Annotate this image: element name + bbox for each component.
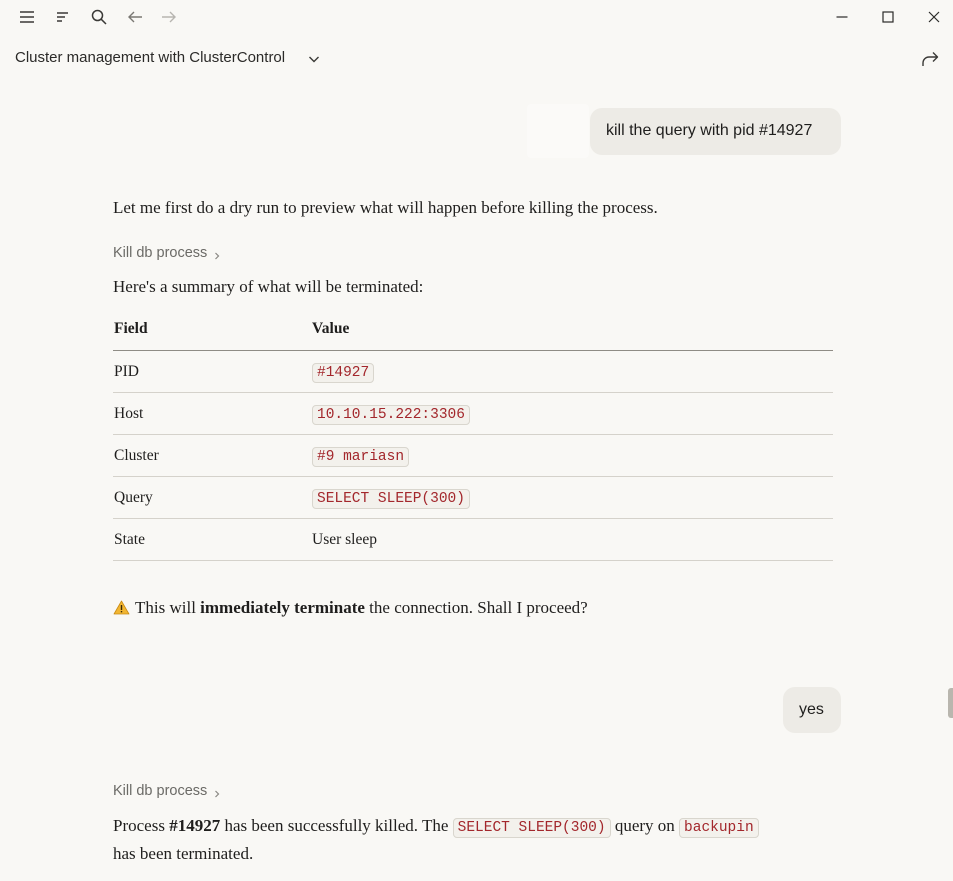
- chevron-right-icon: [212, 249, 222, 259]
- inline-code: #9 mariasn: [312, 447, 409, 467]
- inline-code: SELECT SLEEP(300): [312, 489, 470, 509]
- inline-code: 10.10.15.222:3306: [312, 405, 470, 425]
- warning-text-before: This will: [135, 598, 201, 617]
- warning-message: [113, 595, 588, 622]
- inline-code: SELECT SLEEP(300): [453, 818, 611, 838]
- table-row: [113, 435, 833, 477]
- search-icon[interactable]: [87, 5, 111, 29]
- placeholder-block: [527, 104, 589, 158]
- field-cell: Host: [113, 393, 312, 435]
- result-text: has been successfully killed. The: [220, 816, 453, 835]
- result-text: Process: [113, 816, 170, 835]
- inline-code: #14927: [312, 363, 374, 383]
- summary-intro: Here's a summary of what will be terminated:: [113, 277, 424, 296]
- result-pid: #14927: [169, 816, 221, 835]
- maximize-icon[interactable]: [876, 5, 900, 29]
- title-bar: [0, 0, 953, 34]
- warning-text-bold: immediately terminate: [200, 598, 365, 617]
- tool-call-label: Kill db process: [113, 783, 208, 799]
- conversation-header: [0, 40, 953, 76]
- field-cell: PID: [113, 351, 312, 393]
- result-text: query on: [610, 816, 680, 835]
- tool-call-kill-db-process[interactable]: [113, 783, 222, 799]
- warning-text-after: the connection. Shall I proceed?: [364, 598, 588, 617]
- value-cell: [312, 477, 833, 519]
- list-icon[interactable]: [51, 5, 75, 29]
- table-row: [113, 477, 833, 519]
- arrow-right-icon[interactable]: [157, 5, 181, 29]
- table-row: [113, 393, 833, 435]
- inline-code: backupin: [679, 818, 759, 838]
- value-cell: User sleep: [312, 519, 833, 561]
- field-cell: Cluster: [113, 435, 312, 477]
- value-cell: [312, 351, 833, 393]
- tool-call-label: Kill db process: [113, 245, 208, 261]
- table-row: [113, 351, 833, 393]
- value-cell: [312, 393, 833, 435]
- arrow-left-icon[interactable]: [123, 5, 147, 29]
- assistant-message-text: Let me first do a dry run to preview what will happen before killing the process.: [113, 198, 658, 217]
- hamburger-menu-icon[interactable]: [15, 5, 39, 29]
- chevron-right-icon: [212, 787, 222, 797]
- field-cell: Query: [113, 477, 312, 519]
- column-header-field: Field: [113, 308, 312, 351]
- minimize-icon[interactable]: [830, 5, 854, 29]
- scrollbar-thumb[interactable]: [948, 688, 953, 718]
- process-summary-table: [113, 308, 833, 561]
- close-icon[interactable]: [922, 5, 946, 29]
- conversation-title[interactable]: Cluster management with ClusterControl: [15, 49, 286, 66]
- column-header-value: Value: [312, 308, 833, 351]
- value-cell: [312, 435, 833, 477]
- user-message: yes: [783, 687, 841, 733]
- tool-call-kill-db-process[interactable]: [113, 245, 222, 261]
- field-cell: State: [113, 519, 312, 561]
- table-row: [113, 519, 833, 561]
- chevron-down-icon[interactable]: [305, 50, 323, 68]
- table-header-row: [113, 308, 833, 351]
- result-message: [113, 813, 833, 866]
- user-message: kill the query with pid #14927: [590, 108, 841, 155]
- result-text: has been terminated.: [113, 844, 254, 863]
- warning-icon: [113, 597, 130, 622]
- share-icon[interactable]: [918, 47, 942, 71]
